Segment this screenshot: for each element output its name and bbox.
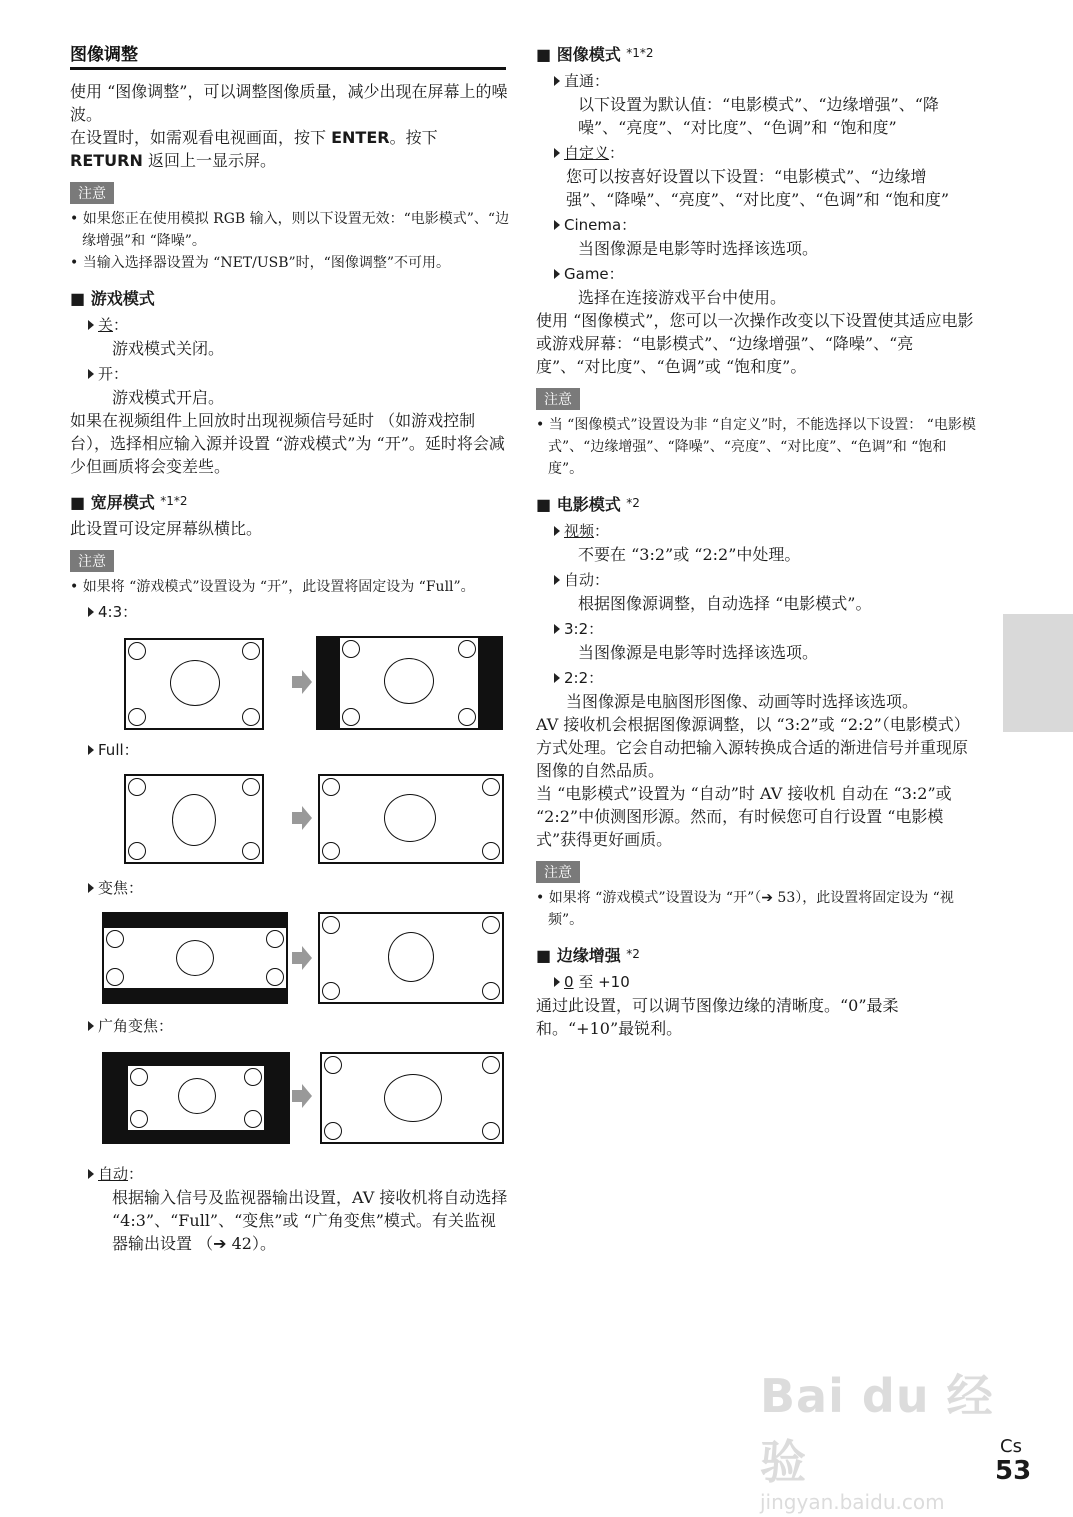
- wide-mode-heading: [70, 490, 510, 513]
- option-label: 直通: [564, 72, 595, 90]
- aspect-diagram-zoom: [70, 906, 510, 1006]
- option-description: 游戏模式关闭。: [112, 339, 225, 358]
- intro-text-c: 返回上一显示屏。: [147, 151, 276, 170]
- triangle-bullet-icon: [88, 607, 94, 617]
- corner-circle: [242, 642, 260, 660]
- result-screen: [318, 912, 504, 1004]
- corner-circle: [266, 930, 284, 948]
- edge-enhance-description: 通过此设置，可以调节图像边缘的清晰度。“0”最柔和。“+10”最锐利。: [536, 996, 899, 1038]
- option-2-2: [554, 666, 976, 690]
- corner-circle: [322, 982, 340, 1000]
- arrow-right-icon: [292, 1084, 312, 1108]
- option-4-3: [88, 600, 510, 624]
- corner-circle: [128, 778, 146, 796]
- film-mode-paragraph: AV 接收机会根据图像源调整，以 “3:2”或 “2:2”（电影模式）方式处理。它会自动把输入源转换成合适的渐进信号并重现原图像的自然品质。: [536, 715, 970, 780]
- corner-circle: [242, 708, 260, 726]
- language-code: Cs: [1000, 1436, 1022, 1457]
- range-default: 0: [564, 973, 574, 991]
- option-zoom: [88, 876, 510, 900]
- option-label: 变焦：: [98, 879, 144, 897]
- triangle-bullet-icon: [88, 883, 94, 893]
- option-label: 2:2：: [564, 669, 604, 687]
- section-title: 图像调整: [70, 40, 506, 70]
- corner-circle: [482, 982, 500, 1000]
- result-screen: [318, 774, 504, 864]
- range-text: 至 +10: [573, 973, 630, 991]
- wide-mode-description: 此设置可设定屏幕纵横比。: [70, 519, 263, 538]
- corner-circle: [482, 1122, 500, 1140]
- game-mode-heading: ■ 游戏模式: [70, 289, 155, 308]
- corner-circle: [322, 916, 340, 934]
- option-label: 广角变焦：: [98, 1017, 174, 1035]
- corner-circle: [242, 778, 260, 796]
- picture-circle: [384, 794, 436, 842]
- option-colon: ：: [128, 1165, 144, 1183]
- triangle-bullet-icon: [88, 369, 94, 379]
- option-label: Game：: [564, 265, 624, 283]
- option-custom: [554, 141, 976, 165]
- corner-circle: [242, 842, 260, 860]
- triangle-bullet-icon: [88, 1021, 94, 1031]
- note-item: • 当输入选择器设置为 “NET/USB”时，“图像调整”不可用。: [70, 255, 450, 271]
- option-3-2: [554, 617, 976, 641]
- heading-text: ■ 宽屏模式: [70, 493, 155, 512]
- intro-paragraph: 使用 “图像调整”，可以调整图像质量，减少出现在屏幕上的噪波。: [70, 82, 508, 124]
- option-game: [554, 262, 976, 286]
- option-colon: ：: [609, 144, 625, 162]
- option-label: 视频: [564, 522, 595, 540]
- note-item: • 如果将 “游戏模式”设置设为 “开”（➔ 53），此设置将固定设为 “视频”。: [536, 890, 954, 928]
- enter-key-label: ENTER: [331, 128, 390, 147]
- corner-circle: [482, 778, 500, 796]
- triangle-bullet-icon: [554, 526, 560, 536]
- option-label: Cinema：: [564, 216, 637, 234]
- right-column: [536, 40, 976, 1040]
- option-description: 根据输入信号及监视器输出设置，AV 接收机将自动选择 “4:3”、“Full”、“变焦”或 “广角变焦”模式。有关监视器输出设置 （➔ 42）。: [112, 1188, 508, 1253]
- corner-circle: [106, 968, 124, 986]
- picture-circle: [178, 1078, 216, 1114]
- side-tab: [1003, 614, 1073, 732]
- option-label: Full：: [98, 741, 139, 759]
- heading-text: ■ 电影模式: [536, 495, 621, 514]
- option-colon: ：: [113, 316, 129, 334]
- triangle-bullet-icon: [554, 977, 560, 987]
- option-label: 自定义: [564, 144, 610, 162]
- corner-circle: [106, 930, 124, 948]
- option-wide-zoom: [88, 1014, 510, 1038]
- option-description: 游戏模式开启。: [112, 388, 225, 407]
- option-cinema: [554, 213, 976, 237]
- triangle-bullet-icon: [554, 624, 560, 634]
- corner-circle: [128, 708, 146, 726]
- intro-text-a: 在设置时，如需观看电视画面，按下: [70, 128, 327, 147]
- corner-circle: [324, 1056, 342, 1074]
- corner-circle: [324, 1122, 342, 1140]
- option-description: 选择在连接游戏平台中使用。: [578, 288, 787, 307]
- option-label: 开: [98, 365, 114, 383]
- triangle-bullet-icon: [88, 320, 94, 330]
- page-number: 53: [995, 1456, 1032, 1486]
- corner-circle: [244, 1068, 262, 1086]
- corner-circle: [458, 640, 476, 658]
- option-colon: ：: [594, 571, 610, 589]
- footnote-marker: *1*2: [626, 46, 654, 60]
- picture-mode-paragraph: 使用 “图像模式”，您可以一次操作改变以下设置使其适应电影或游戏屏幕：“电影模式”、“边缘增强”、“降噪”、“亮度”、“对比度”、“色调”或 “饱和度”。: [536, 311, 974, 376]
- result-screen: [316, 636, 503, 730]
- intro-instructions: [70, 126, 510, 172]
- corner-circle: [244, 1110, 262, 1128]
- edge-enhance-heading: [536, 943, 976, 966]
- picture-circle: [388, 932, 434, 982]
- option-video: [554, 519, 976, 543]
- watermark-logo: Bai du 经验: [760, 1369, 994, 1489]
- arrow-right-icon: [292, 670, 312, 694]
- triangle-bullet-icon: [88, 745, 94, 755]
- heading-text: ■ 图像模式: [536, 45, 621, 64]
- option-colon: ：: [113, 365, 129, 383]
- corner-circle: [128, 842, 146, 860]
- source-screen: [124, 774, 264, 864]
- corner-circle: [322, 842, 340, 860]
- return-key-label: RETURN: [70, 151, 143, 170]
- picture-circle: [384, 1074, 442, 1122]
- left-column: [70, 40, 510, 1255]
- corner-circle: [458, 708, 476, 726]
- footnote-marker: *1*2: [160, 494, 188, 508]
- corner-circle: [130, 1068, 148, 1086]
- option-colon: ：: [594, 72, 610, 90]
- triangle-bullet-icon: [88, 1169, 94, 1179]
- film-mode-paragraph: 当 “电影模式”设置为 “自动”时 AV 接收机 自动在 “3:2”或 “2:2”中侦测图形源。然而，有时候您可自行设置 “电影模式”获得更好画质。: [536, 784, 952, 849]
- footnote-marker: *2: [626, 496, 640, 510]
- corner-circle: [128, 642, 146, 660]
- triangle-bullet-icon: [554, 148, 560, 158]
- option-label: 自动: [98, 1165, 129, 1183]
- watermark: [760, 1360, 1010, 1514]
- triangle-bullet-icon: [554, 575, 560, 585]
- option-off: [88, 313, 510, 337]
- option-range: [554, 970, 976, 994]
- option-colon: ：: [594, 522, 610, 540]
- note-item: • 当 “图像模式”设置设为非 “自定义”时，不能选择以下设置： “电影模式”、“边缘增强”、“降噪”、“亮度”、“对比度”、“色调”和 “饱和度”。: [536, 417, 976, 477]
- option-description: 当图像源是电影等时选择该选项。: [578, 239, 819, 258]
- heading-text: ■ 边缘增强: [536, 946, 621, 965]
- note-label: 注意: [536, 388, 580, 410]
- option-description: 当图像源是电脑图形图像、动画等时选择该选项。: [566, 692, 919, 711]
- picture-circle: [172, 794, 216, 846]
- option-on: [88, 362, 510, 386]
- film-mode-heading: [536, 492, 976, 515]
- option-through: [554, 69, 976, 93]
- note-item: • 如果将 “游戏模式”设置设为 “开”，此设置将固定设为 “Full”。: [70, 579, 475, 595]
- corner-circle: [482, 1056, 500, 1074]
- option-description: 根据图像源调整，自动选择 “电影模式”。: [578, 594, 872, 613]
- corner-circle: [482, 842, 500, 860]
- arrow-right-icon: [292, 806, 312, 830]
- corner-circle: [342, 708, 360, 726]
- option-label: 3:2：: [564, 620, 604, 638]
- corner-circle: [482, 916, 500, 934]
- option-description: 以下设置为默认值：“电影模式”、“边缘增强”、“降噪”、“亮度”、“对比度”、“色调”和 “饱和度”: [578, 95, 939, 137]
- result-screen: [320, 1052, 504, 1144]
- note-label: 注意: [70, 550, 114, 572]
- picture-mode-heading: [536, 42, 976, 65]
- footnote-marker: *2: [626, 947, 640, 961]
- option-description: 当图像源是电影等时选择该选项。: [578, 643, 819, 662]
- corner-circle: [266, 968, 284, 986]
- triangle-bullet-icon: [554, 76, 560, 86]
- triangle-bullet-icon: [554, 220, 560, 230]
- option-auto: [88, 1162, 510, 1186]
- option-label: 关: [98, 316, 114, 334]
- game-mode-paragraph: 如果在视频组件上回放时出现视频信号延时 （如游戏控制台），选择相应输入源并设置 “游戏模式”为 “开”。延时将会减少但画质将会变差些。: [70, 411, 505, 476]
- aspect-diagram-4-3: [70, 630, 510, 730]
- aspect-diagram-wide-zoom: [70, 1044, 510, 1144]
- aspect-diagram-full: [70, 768, 510, 868]
- source-screen: [102, 1052, 290, 1144]
- option-label: 自动: [564, 571, 595, 589]
- option-description: 您可以按喜好设置以下设置：“电影模式”、“边缘增强”、“降噪”、“亮度”、“对比度”、“色调”和 “饱和度”: [566, 167, 950, 209]
- corner-circle: [130, 1110, 148, 1128]
- note-label: 注意: [70, 182, 114, 204]
- source-screen: [124, 638, 264, 730]
- note-item: • 如果您正在使用模拟 RGB 输入，则以下设置无效：“电影模式”、“边缘增强”和 “降噪”。: [70, 211, 510, 249]
- source-screen: [102, 912, 288, 1004]
- triangle-bullet-icon: [554, 673, 560, 683]
- watermark-url: jingyan.baidu.com: [760, 1490, 945, 1514]
- option-label: 4:3：: [98, 603, 138, 621]
- arrow-right-icon: [292, 946, 312, 970]
- option-full: [88, 738, 510, 762]
- picture-circle: [176, 940, 214, 976]
- corner-circle: [342, 640, 360, 658]
- triangle-bullet-icon: [554, 269, 560, 279]
- intro-text-b: 。按下: [389, 128, 438, 147]
- picture-circle: [384, 658, 434, 704]
- option-film-auto: [554, 568, 976, 592]
- picture-circle: [170, 660, 220, 706]
- option-description: 不要在 “3:2”或 “2:2”中处理。: [578, 545, 801, 564]
- corner-circle: [322, 778, 340, 796]
- note-label: 注意: [536, 861, 580, 883]
